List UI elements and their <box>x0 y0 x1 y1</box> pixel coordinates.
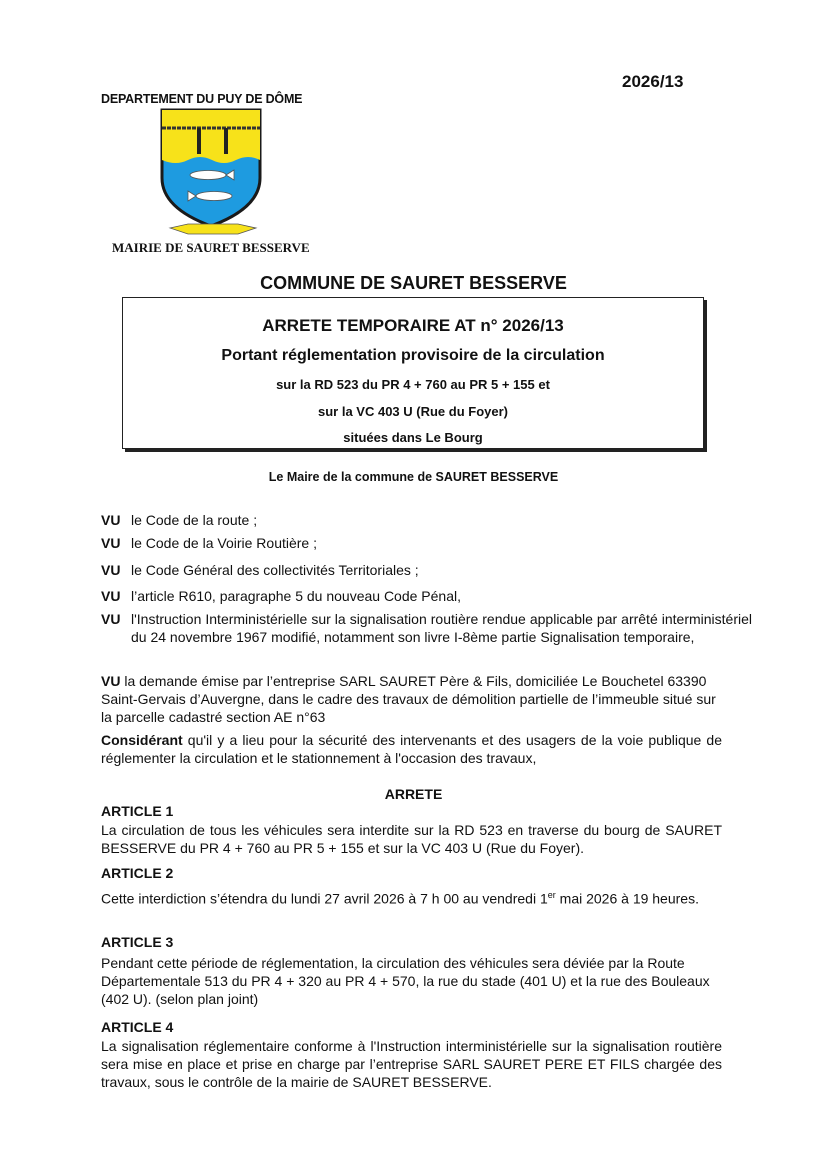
vu-text: le Code Général des collectivités Territoriales ; <box>131 562 419 578</box>
commune-title: COMMUNE DE SAURET BESSERVE <box>260 273 567 293</box>
vu-text: l'Instruction Interministérielle sur la signalisation routière rendue applicable par arrêté interministériel du 24 novembre 1967 modifié, notamment son livre I-8ème partie Signalisation temporaire, <box>131 611 752 645</box>
mairie-heading: MAIRIE DE SAURET BESSERVE <box>112 240 310 255</box>
ordinal-suffix: er <box>547 890 556 900</box>
vu-label: VU <box>101 512 121 528</box>
article-2-text <box>101 886 722 908</box>
article-2-text-start: Cette interdiction s’étendra du lundi 27 avril 2026 à 7 h 00 au vendredi 1 <box>101 890 548 907</box>
considerant-label: Considérant <box>101 732 183 748</box>
vu-item <box>101 534 752 552</box>
vu-item <box>101 511 752 529</box>
article-1-title: ARTICLE 1 <box>101 803 174 819</box>
decree-subtitle: Portant réglementation provisoire de la circulation <box>221 347 605 364</box>
considerant-text: qu'il y a lieu pour la sécurité des intervenants et des usagers de la voie publique de réglementer la circulation et le stationnement à l'occasion des travaux, <box>101 732 722 766</box>
article-3-title: ARTICLE 3 <box>101 934 174 950</box>
decree-title: ARRETE TEMPORAIRE AT n° 2026/13 <box>262 316 564 335</box>
vu-text: l’article R610, paragraphe 5 du nouveau Code Pénal, <box>131 588 462 604</box>
article-4-title: ARTICLE 4 <box>101 1019 174 1035</box>
vu-item <box>101 587 752 605</box>
document-number: 2026/13 <box>622 72 684 91</box>
decree-scope-line-1: sur la RD 523 du PR 4 + 760 au PR 5 + 155 et <box>276 377 550 392</box>
article-2-title: ARTICLE 2 <box>101 865 174 881</box>
title-box <box>122 297 704 449</box>
vu-text: le Code de la route ; <box>131 512 258 528</box>
article-3-text: Pendant cette période de réglementation, la circulation des véhicules sera déviée par la Route Départementale 513 du PR 4 + 320 au PR 4 + 570, la rue du stade (401 U) et la rue des Bouleaux (402 U). (selon plan joint) <box>101 955 710 1007</box>
vu-label: VU <box>101 588 121 604</box>
vu-label: VU <box>101 562 121 578</box>
municipal-crest <box>158 108 268 248</box>
department-heading: DEPARTEMENT DU PUY DE DÔME <box>101 92 303 106</box>
vu-item <box>101 561 752 579</box>
vu-item <box>101 610 752 646</box>
vu-label: VU <box>101 673 121 689</box>
article-1-text: La circulation de tous les véhicules sera interdite sur la RD 523 en traverse du bourg de SAURET BESSERVE du PR 4 + 760 au PR 5 + 155 et sur la VC 403 U (Rue du Foyer). <box>101 822 722 856</box>
article-2-text-end: mai 2026 à 19 heures. <box>555 890 699 907</box>
vu-label: VU <box>101 535 121 551</box>
arrete-heading: ARRETE <box>384 786 443 802</box>
maire-line: Le Maire de la commune de SAURET BESSERVE <box>268 470 559 484</box>
article-4-text: La signalisation réglementaire conforme à l'Instruction interministérielle sur la signalisation routière sera mise en place et prise en charge par l’entreprise SARL SAURET PERE ET FILS chargée des travaux, sous le contrôle de la mairie de SAURET BESSERVE. <box>101 1038 722 1090</box>
vu-text: la demande émise par l’entreprise SARL SAURET Père & Fils, domiciliée Le Bouchetel 63390 Saint-Gervais d’Auvergne, dans le cadre des travaux de démolition partielle de l’immeuble situé sur la parcelle cadastré section AE n°63 <box>101 673 716 725</box>
vu-text: le Code de la Voirie Routière ; <box>131 535 317 551</box>
considerant-paragraph <box>101 731 722 767</box>
vu-item <box>101 672 716 726</box>
decree-scope-line-3: situées dans Le Bourg <box>343 430 483 445</box>
decree-scope-line-2: sur la VC 403 U (Rue du Foyer) <box>318 404 508 419</box>
vu-label: VU <box>101 611 121 627</box>
